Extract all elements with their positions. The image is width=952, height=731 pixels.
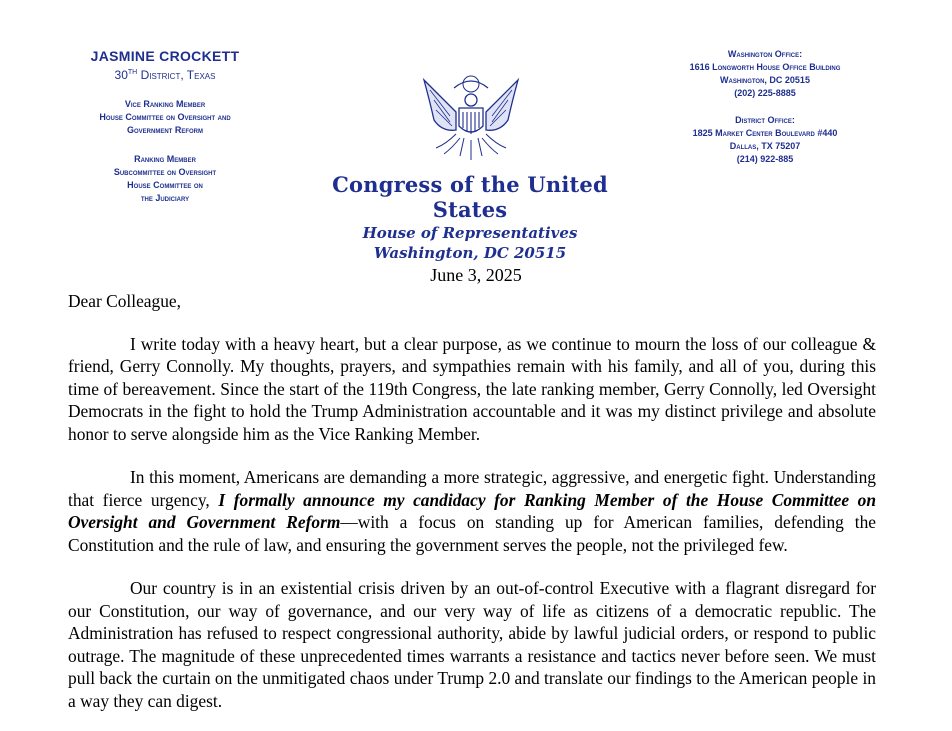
- office-line: Washington, DC 20515: [720, 75, 810, 85]
- house-name: House of Representatives: [362, 224, 578, 242]
- congress-title: Congress of the United States: [332, 172, 608, 222]
- paragraph-1: I write today with a heavy heart, but a clear purpose, as we continue to mourn the loss of our colleague & friend, Gerry Connolly. My thoughts, prayers, and sympathies remain with his family, and all of you, during this time of bereavement. Since the start of the 119th Congress, the late ranking member, Gerry Connolly, led Oversight Democrats in the fight to hold the Trump Administration accountable and it was my distinct privilege and absolute honor to serve alongside him as the Vice Ranking Member.: [68, 333, 876, 444]
- office-line: (214) 922-885: [736, 154, 794, 164]
- office-line: Dallas, TX 75207: [729, 141, 801, 151]
- house-address: Washington, DC 20515: [373, 244, 567, 262]
- paragraph-2-end: —with a focus on standing up for American families, defending the Constitution and the rule of law, and ensuring the government serves the people, not the privileged few.: [68, 512, 876, 555]
- role-line: the Judiciary: [140, 193, 190, 203]
- paragraph-3: Our country is in an existential crisis driven by an out-of-control Executive with a flagrant disregard for our Constitution, our way of governance, and our very way of life as citizens of a democratic republic. The Administration has refused to respect congressional authority, abide by lawful judicial orders, or respond to public outrage. The magnitude of these unprecedented times warrants a resistance and tactics never before seen. We must pull back the curtain on the unmitigated chaos under Trump 2.0 and translate our findings to the American people in a way they can digest.: [68, 578, 876, 711]
- member-district: [60, 68, 270, 82]
- member-name: JASMINE CROCKETT: [90, 48, 240, 64]
- office-line: (202) 225-8885: [734, 88, 796, 98]
- role-ranking: [60, 153, 270, 205]
- congress-title-block: [300, 172, 640, 262]
- member-info: [60, 48, 270, 205]
- district-suffix: TH: [127, 69, 138, 76]
- paragraph-2-start: In this moment, Americans are demanding a more strategic, aggressive, and energetic fight. Understanding that fierce urgency,: [68, 467, 876, 510]
- role-vice-ranking: [60, 98, 270, 137]
- paragraph-2: [68, 466, 876, 556]
- letter-date: June 3, 2025: [430, 265, 522, 285]
- role-line: Government Reform: [126, 125, 203, 135]
- office-line: 1825 Market Center Boulevard #440: [692, 128, 838, 138]
- washington-office: [660, 48, 870, 100]
- role-line: Vice Ranking Member: [124, 99, 206, 109]
- letter-body: [68, 290, 876, 712]
- district-number: 30: [114, 68, 128, 82]
- office-info: [660, 48, 870, 166]
- role-line: Ranking Member: [134, 154, 196, 164]
- office-line: District Office:: [735, 115, 795, 125]
- great-seal-eagle-icon: [416, 72, 526, 167]
- role-line: House Committee on Oversight and: [99, 112, 231, 122]
- role-line: Subcommittee on Oversight: [113, 167, 217, 177]
- candidacy-announcement: I formally announce my candidacy for Ranking Member of the House Committee on Oversight and Government Reform: [68, 489, 877, 532]
- office-line: 1616 Longworth House Office Building: [689, 62, 841, 72]
- role-line: House Committee on: [127, 180, 203, 190]
- salutation: Dear Colleague,: [68, 291, 181, 311]
- district-office: [660, 114, 870, 166]
- district-text: District, Texas: [137, 68, 216, 82]
- office-line: Washington Office:: [727, 49, 803, 59]
